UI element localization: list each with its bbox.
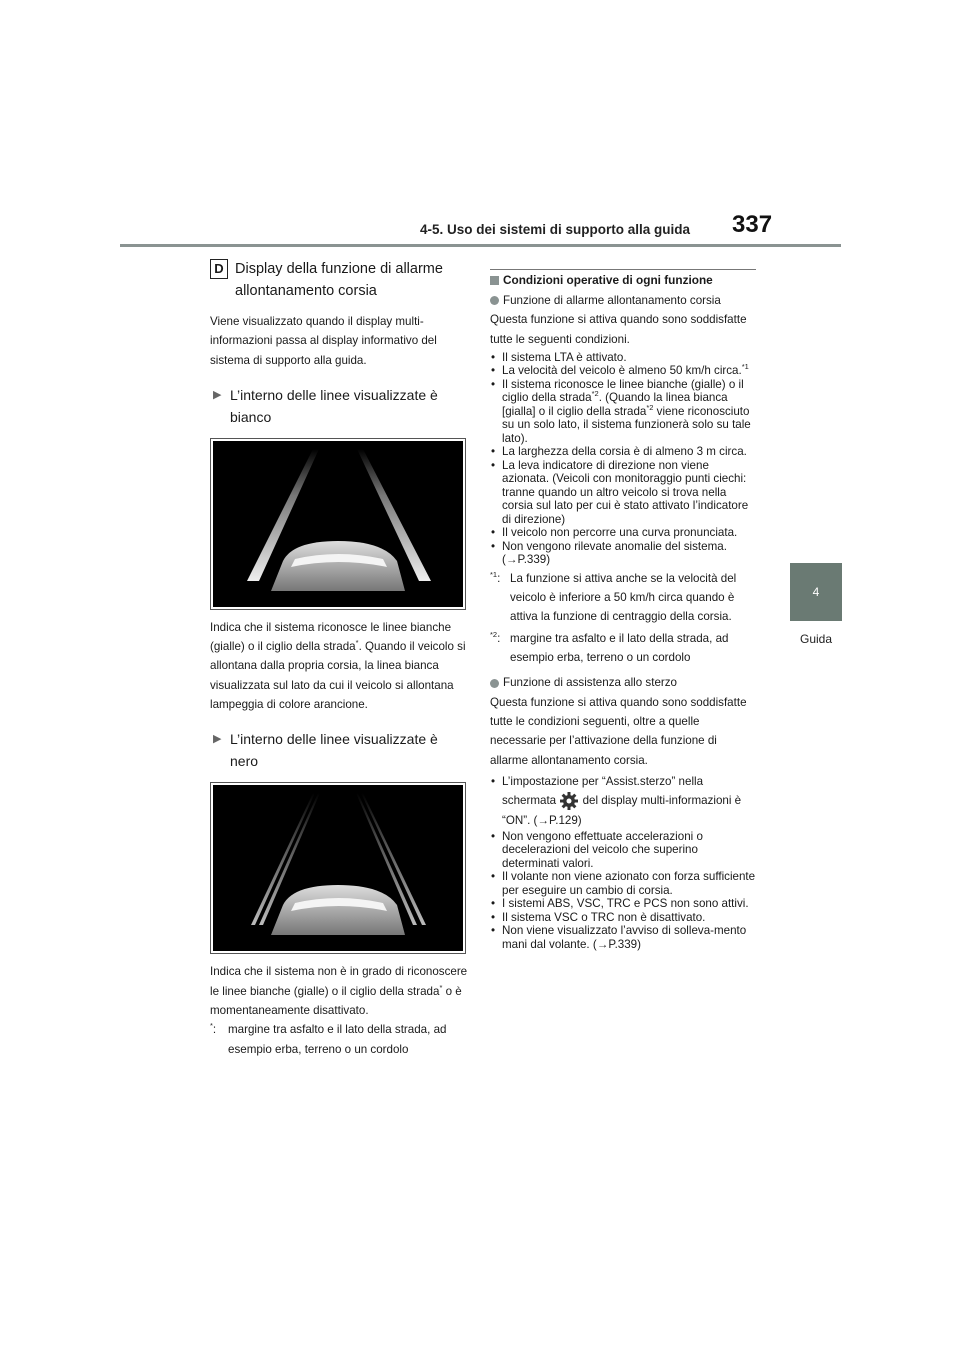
footnote xyxy=(210,1020,468,1059)
conditions-title: Condizioni operative di ogni funzione xyxy=(503,273,713,287)
subsection-title: L’interno delle linee visualizzate è nero xyxy=(230,731,438,770)
footnote-mark: $^{*1}$: xyxy=(490,570,501,585)
conditions-list xyxy=(490,351,756,567)
conditions-heading xyxy=(490,269,756,287)
display-figure-black-lines xyxy=(210,782,466,954)
display-figure-white-lines xyxy=(210,438,466,610)
list-item: • I sistemi ABS, VSC, TRC e PCS non sono attivi. xyxy=(490,897,756,911)
footnote-ref: *2 xyxy=(591,389,599,399)
desc-text-b: o è momentaneamente disattivato. xyxy=(210,984,462,1017)
footnote-ref: *1 xyxy=(741,362,749,372)
page-number: 337 xyxy=(732,211,773,238)
desc-text-a: Indica che il sistema riconosce le linee bianche (gialle) o il ciglio della strada xyxy=(210,620,452,654)
list-item xyxy=(490,772,756,830)
footnote-ref: * xyxy=(355,638,359,648)
lane-display-black-illustration xyxy=(213,785,463,951)
left-column xyxy=(210,258,468,1059)
list-item-text: del display multi-informazioni è “ON”. (→P.129) xyxy=(502,793,742,827)
list-item: • Il sistema VSC o TRC non è disattivato. xyxy=(490,911,756,925)
footnote-text: margine tra asfalto e il lato della strada, ad esempio erba, terreno o un cordolo xyxy=(510,631,729,665)
footnote-ref: * xyxy=(439,982,443,992)
list-item: • La leva indicatore di direzione non viene azionata. (Veicoli con monitoraggio punti ciechi: tranne quando un altro veicolo si trova nella corsia sul lato per cui è stato attivato l’indicatore di direzione) xyxy=(490,459,756,527)
triangle-bullet-icon: ▶ xyxy=(213,733,222,746)
subsection-description xyxy=(210,618,468,714)
circle-bullet-icon xyxy=(490,296,499,305)
function-heading xyxy=(490,291,756,310)
footnote-number: *1 xyxy=(490,570,498,580)
list-item: • Non vengono effettuate accelerazioni o decelerazioni del veicolo che superino determinati valori. xyxy=(490,830,756,871)
triangle-bullet-icon: ▶ xyxy=(213,388,222,401)
footnote-asterisk: * xyxy=(210,1021,213,1031)
function-intro: Questa funzione si attiva quando sono soddisfatte tutte le seguenti condizioni. xyxy=(490,313,747,346)
chapter-tab[interactable]: 4 xyxy=(790,563,842,621)
function-heading xyxy=(490,673,756,692)
list-item: • Il volante non viene azionato con forza sufficiente per eseguire un cambio di corsia. xyxy=(490,870,756,897)
list-item: • Il veicolo non percorre una curva pronunciata. xyxy=(490,526,756,540)
function-title: Funzione di assistenza allo sterzo xyxy=(503,676,677,690)
list-item[interactable]: • Non vengono rilevate anomalie del sistema. (→P.339) xyxy=(490,540,756,567)
subsection-title: L’interno delle linee visualizzate è bianco xyxy=(230,386,438,425)
footnote-mark: $^{*2}$: xyxy=(490,629,501,645)
list-item: • La larghezza della corsia è di almeno 3 m circa. xyxy=(490,445,756,459)
list-item: • Il sistema LTA è attivato. xyxy=(490,351,756,365)
section-letter-badge: D xyxy=(210,259,228,279)
subsection-description xyxy=(210,962,468,1020)
list-item xyxy=(490,364,756,378)
list-item-text: L’impostazione per “Assist.sterzo” nella schermata xyxy=(502,774,704,807)
list-item xyxy=(490,378,756,446)
list-item-text: Il sistema riconosce le linee bianche (gialle) o il ciglio della strada xyxy=(502,377,744,405)
list-item-text: viene riconosciuto su un solo lato, il sistema funzionerà solo su tale lato). xyxy=(502,404,751,445)
footnote xyxy=(490,569,756,627)
subsection-heading-black xyxy=(210,728,468,772)
conditions-list xyxy=(490,772,756,952)
list-item-text: . (Quando la linea bianca [gialla] o il ciglio della strada xyxy=(502,391,728,418)
right-column xyxy=(490,258,756,951)
footnote-ref: *2 xyxy=(646,403,654,413)
footnote-mark: *: xyxy=(210,1021,217,1037)
gear-icon xyxy=(559,791,579,811)
footnote-number: *2 xyxy=(490,629,498,639)
list-item-text: La velocità del veicolo è almeno 50 km/h circa. xyxy=(502,364,742,378)
function-intro: Questa funzione si attiva quando sono soddisfatte tutte le condizioni seguenti, oltre a quelle necessarie per l’attivazione della funzione di allarme allontanamento corsia. xyxy=(490,695,747,767)
footnote xyxy=(490,629,756,668)
desc-text-a: Indica che il sistema non è in grado di riconoscere le linee bianche (gialle) o il ciglio della strada xyxy=(210,965,468,998)
section-title: Display della funzione di allarme allontanamento corsia xyxy=(235,261,443,299)
circle-bullet-icon xyxy=(490,679,499,688)
chapter-label: Guida xyxy=(799,632,833,646)
function-title: Funzione di allarme allontanamento corsia xyxy=(503,294,721,307)
header-divider xyxy=(120,244,841,247)
section-intro: Viene visualizzato quando il display multi-informazioni passa al display informativo del sistema di supporto alla guida. xyxy=(210,315,437,367)
square-bullet-icon xyxy=(490,276,499,285)
desc-text-b: . Quando il veicolo si allontana dalla propria corsia, la linea bianca visualizzata sul lato da cui il veicolo si allontana lampeggia di colore arancione. xyxy=(210,640,466,712)
footnote-text: margine tra asfalto e il lato della strada, ad esempio erba, terreno o un cordolo xyxy=(228,1023,447,1056)
section-heading xyxy=(210,258,468,302)
subsection-heading-white xyxy=(210,384,468,428)
list-item[interactable]: • Non viene visualizzato l’avviso di solleva-mento mani dal volante. (→P.339) xyxy=(490,924,756,951)
header-section-title: 4-5. Uso dei sistemi di supporto alla guida xyxy=(420,222,691,237)
footnote-text: La funzione si attiva anche se la velocità del veicolo è inferiore a 50 km/h circa quando è attiva la funzione di centraggio della corsia. xyxy=(510,571,737,624)
lane-display-white-illustration xyxy=(213,441,463,607)
